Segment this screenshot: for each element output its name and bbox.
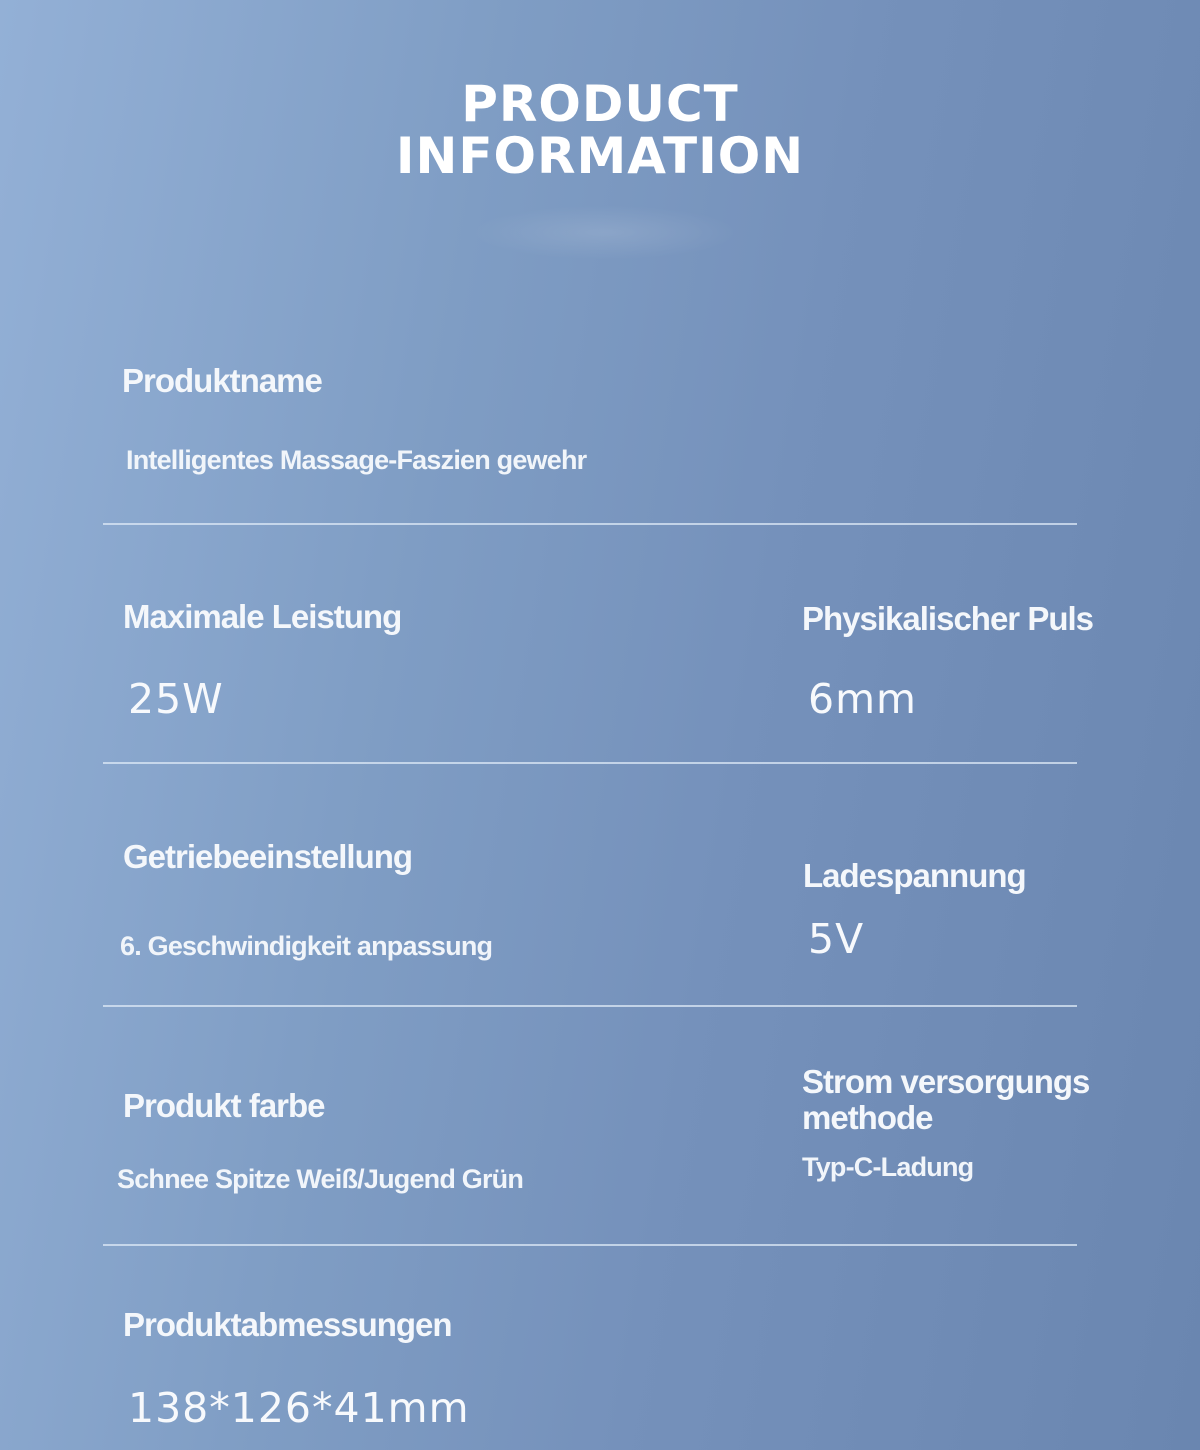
- charging-voltage-label: Ladespannung: [803, 857, 1026, 894]
- divider-1: [103, 523, 1077, 525]
- max-power-label: Maximale Leistung: [123, 598, 402, 635]
- product-information-heading: [0, 75, 1200, 185]
- gear-setting-label: Getriebeeinstellung: [123, 838, 413, 875]
- background-smudge: [470, 205, 740, 260]
- max-power-value: 25W: [128, 675, 224, 723]
- product-name-value: Intelligentes Massage-Faszien gewehr: [126, 445, 587, 475]
- product-color-value: Schnee Spitze Weiß/Jugend Grün: [117, 1164, 524, 1194]
- heading-line-2: INFORMATION: [395, 127, 805, 185]
- power-supply-label: Strom versorgungs methode: [802, 1063, 1090, 1136]
- gear-setting-value: 6. Geschwindigkeit anpassung: [120, 931, 493, 961]
- power-supply-value: Typ-C-Ladung: [802, 1152, 974, 1182]
- dimensions-label: Produktabmessungen: [123, 1306, 452, 1343]
- product-name-label: Produktname: [122, 362, 322, 399]
- heading-line-1: PRODUCT: [461, 75, 739, 133]
- divider-3: [103, 1005, 1077, 1007]
- product-color-label: Produkt farbe: [123, 1087, 325, 1124]
- charging-voltage-value: 5V: [808, 915, 865, 963]
- divider-2: [103, 762, 1077, 764]
- physical-pulse-label: Physikalischer Puls: [802, 600, 1094, 637]
- divider-4: [103, 1244, 1077, 1246]
- physical-pulse-value: 6mm: [808, 675, 917, 723]
- dimensions-value: 138*126*41mm: [128, 1384, 470, 1432]
